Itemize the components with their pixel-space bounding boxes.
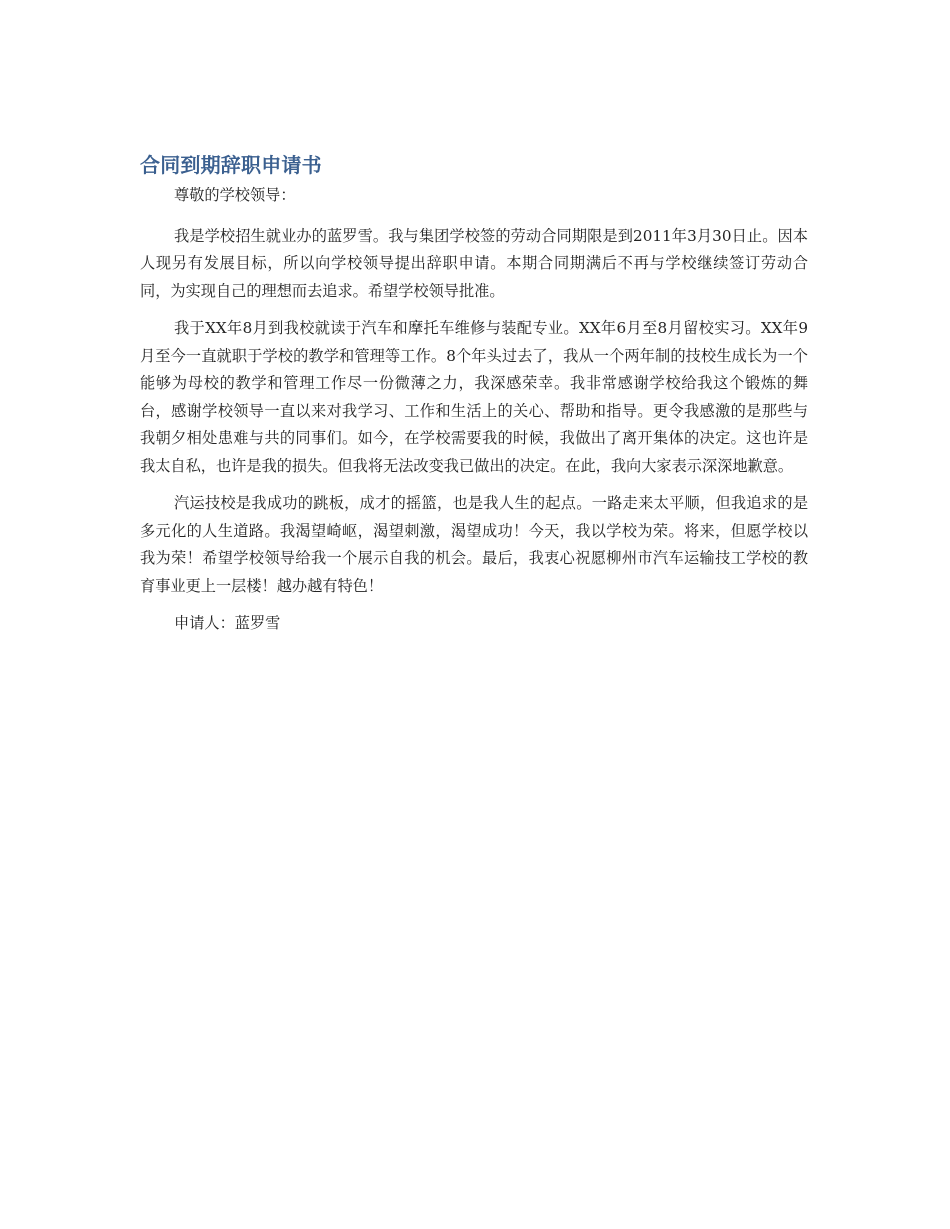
signature: 申请人：蓝罗雪: [174, 614, 281, 632]
salutation: 尊敬的学校领导：: [174, 186, 296, 204]
document-title: 合同到期辞职申请书: [140, 153, 322, 177]
paragraph-contract-term: 我是学校招生就业办的蓝罗雪。我与集团学校签的劳动合同期限是到2011年3月30日止。因本人现另有发展目标，所以向学校领导提出辞职申请。本期合同期满后不再与学校继续签订劳动合同，为实现自己的理想而去追求。希望学校领导批准。: [140, 226, 808, 300]
paragraph-closing-wishes: 汽运技校是我成功的跳板，成才的摇篮，也是我人生的起点。一路走来太平顺，但我追求的是多元化的人生道路。我渴望崎岖，渴望刺激，渴望成功！今天，我以学校为荣。将来，但愿学校以我为荣！希望学校领导给我一个展示自我的机会。最后，我衷心祝愿柳州市汽车运输技工学校的教育事业更上一层楼！越办越有特色！: [140, 494, 808, 595]
document-body: [140, 150, 808, 648]
paragraph-work-history: 我于XX年8月到我校就读于汽车和摩托车维修与装配专业。XX年6月至8月留校实习。XX年9月至今一直就职于学校的教学和管理等工作。8个年头过去了，我从一个两年制的技校生成长为一个能够为母校的教学和管理工作尽一份微薄之力，我深感荣幸。我非常感谢学校给我这个锻炼的舞台，感谢学校领导一直以来对我学习、工作和生活上的关心、帮助和指导。更令我感激的是那些与我朝夕相处患难与共的同事们。如今，在学校需要我的时候，我做出了离开集体的决定。这也许是我太自私，也许是我的损失。但我将无法改变我已做出的决定。在此，我向大家表示深深地歉意。: [140, 319, 808, 475]
